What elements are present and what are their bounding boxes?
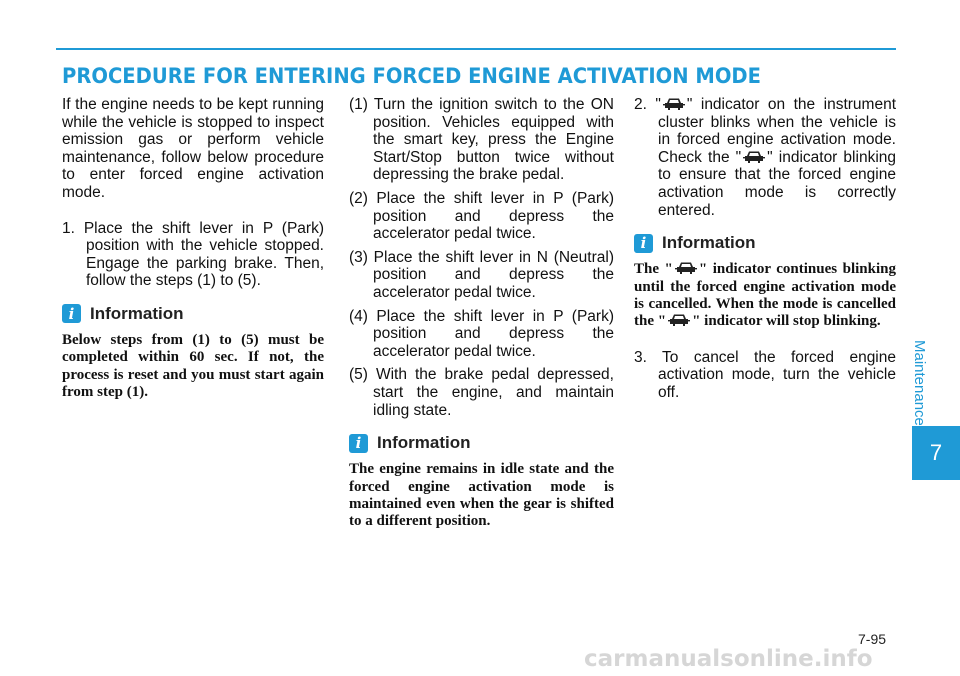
column-2: [349, 96, 614, 531]
info-text-c: " indicator will stop blinking.: [692, 313, 881, 330]
chapter-tab: 7: [912, 426, 960, 480]
substep-1: (1) Turn the ignition switch to the ON position. Vehicles equipped with the smart key, press the Engine Start/Stop button twice without depressing the brake pedal.: [349, 96, 614, 184]
info-text-a: The ": [634, 261, 673, 278]
information-title: Information: [90, 303, 184, 323]
information-heading: [634, 233, 896, 253]
chapter-side-label: Maintenance: [911, 340, 928, 426]
watermark: carmanualsonline.info: [584, 646, 873, 672]
information-text: Below steps from (1) to (5) must be completed within 60 sec. If not, the process is reset and you must start again from step (1).: [62, 331, 324, 401]
information-heading: [62, 304, 324, 324]
column-1: [62, 96, 324, 402]
substep-4: (4) Place the shift lever in P (Park) position and depress the accelerator pedal twice.: [349, 307, 614, 360]
info-text-b: " indicator continues blinking until the forced engine activation mode is cancelled. When the mode is cancelled the ": [634, 261, 896, 330]
step-2-text-a: 2. ": [634, 96, 661, 113]
intro-paragraph: If the engine needs to be kept running while the vehicle is stopped to inspect emission gas or perform vehicle maintenance, follow below procedure to enter forced engine activation mode.: [62, 96, 324, 201]
header-rule: [56, 48, 896, 50]
information-title: Information: [377, 433, 471, 453]
step-2-text-c: " indicator blinking to ensure that the forced engine activation mode is correctly entered.: [658, 148, 896, 219]
substep-5: (5) With the brake pedal depressed, start the engine, and maintain idling state.: [349, 366, 614, 419]
step-2: [634, 96, 896, 219]
information-text: The engine remains in idle state and the forced engine activation mode is maintained even when the gear is shifted to a different position.: [349, 461, 614, 530]
step-2-text-b: " indicator on the instrument cluster blinks when the vehicle is in forced engine activation mode. Check the ": [658, 96, 896, 166]
info-icon: i: [634, 234, 653, 253]
car-indicator-icon: [663, 97, 685, 111]
car-indicator-icon: [675, 261, 697, 275]
information-title: Information: [662, 233, 756, 253]
info-icon: i: [349, 434, 368, 453]
page-title: PROCEDURE FOR ENTERING FORCED ENGINE ACTIVATION MODE: [62, 64, 761, 88]
car-indicator-icon: [743, 150, 765, 164]
step-3: 3. To cancel the forced engine activation mode, turn the vehicle off.: [634, 348, 896, 401]
info-icon: i: [62, 304, 81, 323]
substep-3: (3) Place the shift lever in N (Neutral) position and depress the accelerator pedal twice.: [349, 248, 614, 301]
information-heading: [349, 433, 614, 453]
substep-2: (2) Place the shift lever in P (Park) position and depress the accelerator pedal twice.: [349, 189, 614, 243]
information-text: [634, 261, 896, 331]
car-indicator-icon: [668, 313, 690, 327]
page-number: 7-95: [858, 631, 887, 647]
step-1: 1. Place the shift lever in P (Park) position with the vehicle stopped. Engage the parking brake. Then, follow the steps (1) to (5).: [62, 219, 324, 290]
column-3: [634, 96, 896, 402]
